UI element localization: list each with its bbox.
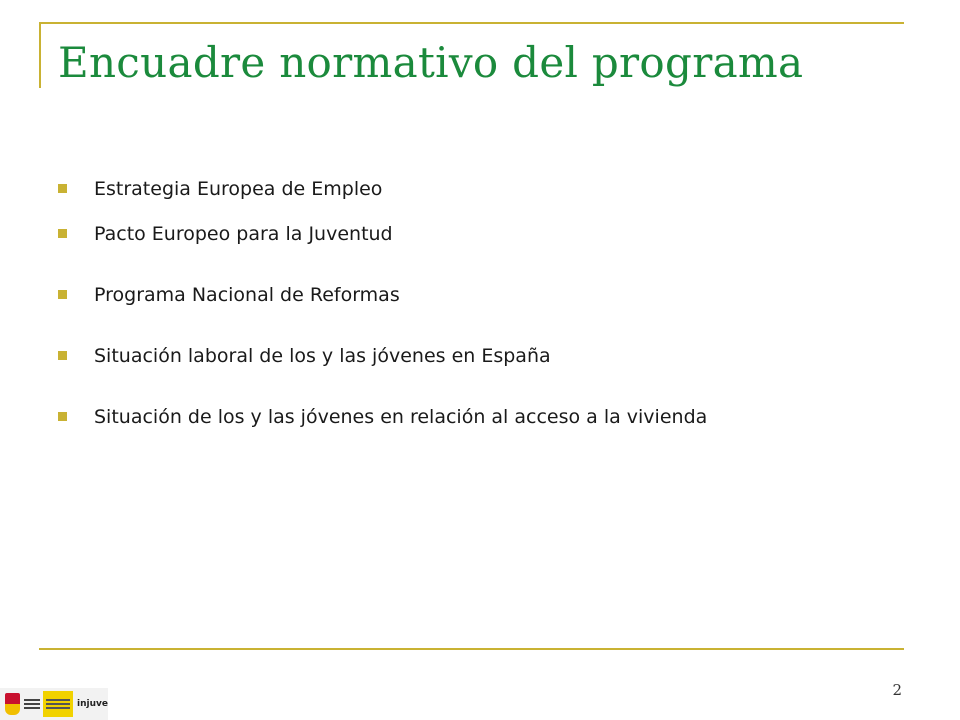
- square-bullet-icon: [58, 290, 67, 299]
- square-bullet-icon: [58, 412, 67, 421]
- bullet-item: [58, 174, 707, 203]
- page-number: 2: [892, 681, 902, 699]
- bullet-item: [58, 386, 707, 447]
- bullet-text: Situación laboral de los y las jóvenes en España: [94, 344, 551, 367]
- square-bullet-icon: [58, 351, 67, 360]
- bullet-item: [58, 203, 707, 264]
- bullet-list: [58, 174, 707, 447]
- bullet-item: [58, 264, 707, 325]
- top-divider: [39, 22, 904, 24]
- bullet-text: Programa Nacional de Reformas: [94, 283, 400, 306]
- bullet-text: Estrategia Europea de Empleo: [94, 177, 383, 200]
- square-bullet-icon: [58, 229, 67, 238]
- left-divider: [39, 22, 41, 88]
- bullet-text: Pacto Europeo para la Juventud: [94, 222, 393, 245]
- government-logo-icon: [0, 688, 108, 720]
- coat-of-arms-icon: [5, 693, 20, 715]
- bullet-item: [58, 325, 707, 386]
- government-label-icon: [24, 693, 41, 715]
- bottom-divider: [39, 648, 904, 650]
- slide-title: Encuadre normativo del programa: [58, 38, 804, 87]
- injuve-logo-text: injuve: [77, 699, 108, 709]
- ministry-label-icon: [43, 691, 73, 717]
- square-bullet-icon: [58, 184, 67, 193]
- bullet-text: Situación de los y las jóvenes en relación al acceso a la vivienda: [94, 405, 708, 428]
